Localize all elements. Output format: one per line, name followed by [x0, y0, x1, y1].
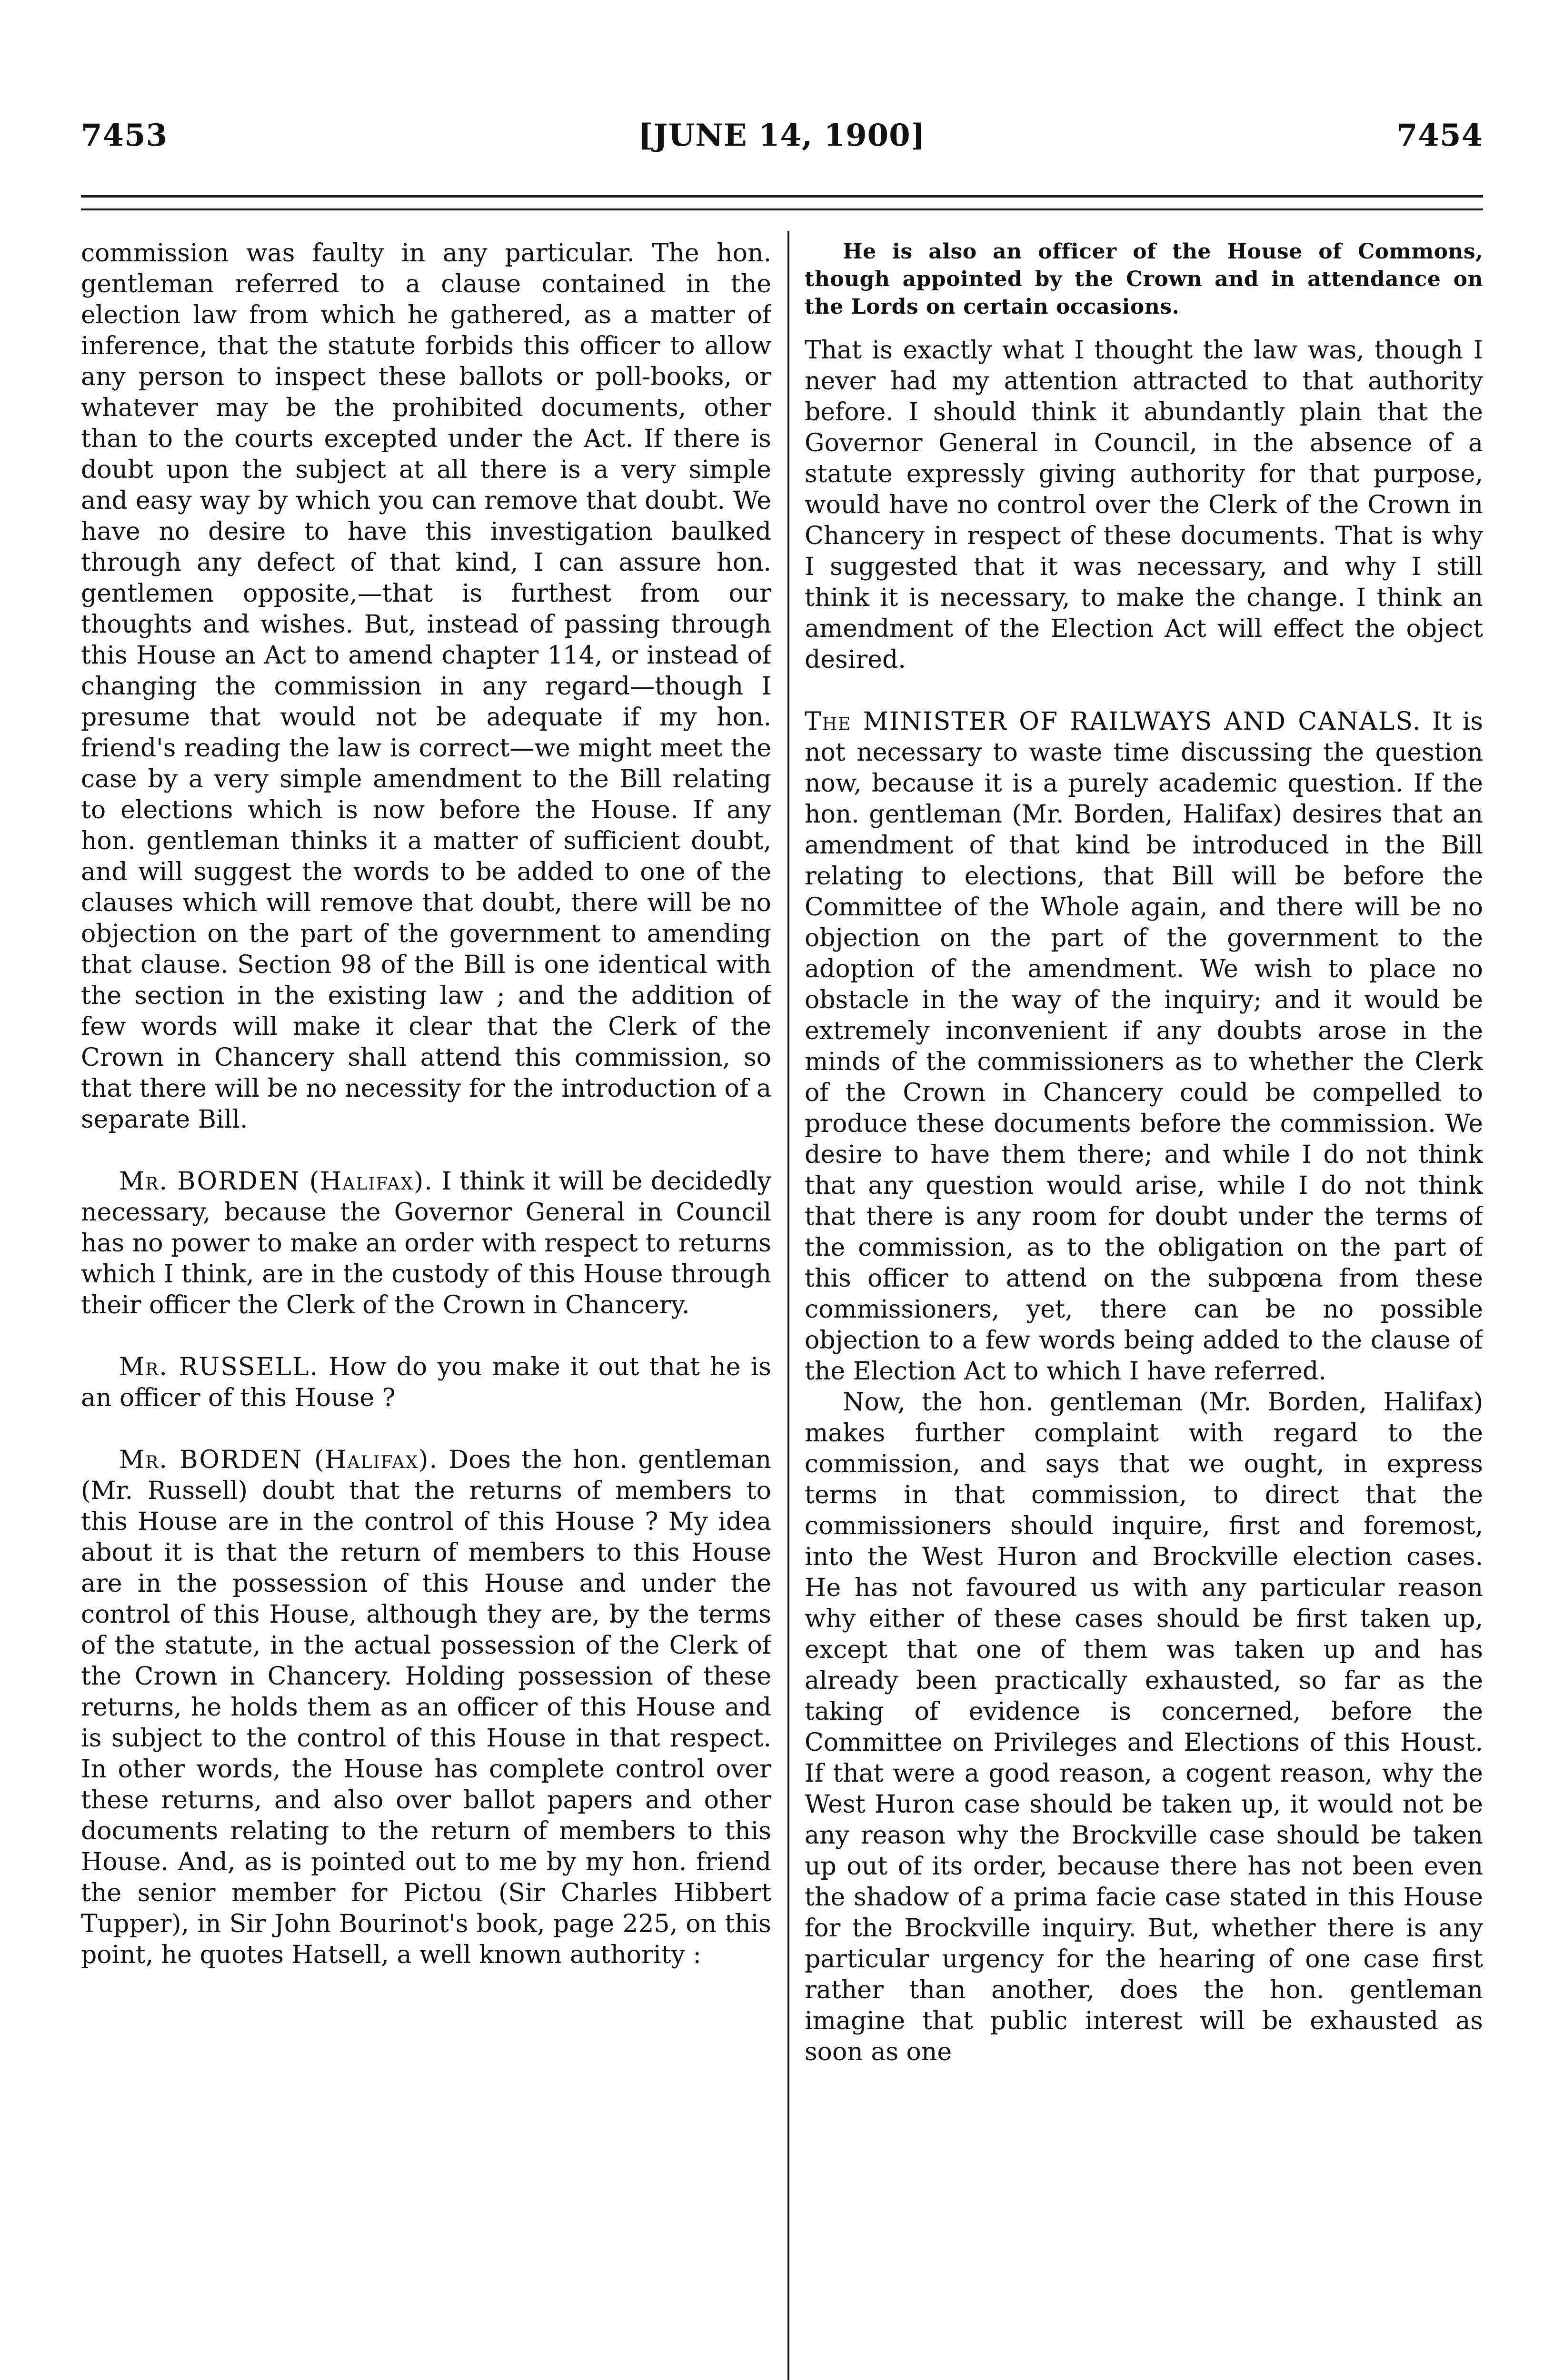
- left-paragraph-1: commission was faulty in any particular. The hon. gentleman referred to a clause contained in the election law from which he gathered, as a matter of inference, that the statute forbids this officer to allow any person to inspect these ballots or poll-books, or whatever may be the prohibited documents, other than to the courts excepted under the Act. If there is doubt upon the subject at all there is a very simple and easy way by which you can remove that doubt. We have no desire to have this investigation baulked through any defect of that kind, I can assure hon. gentlemen opposite,—that is furthest from our thoughts and wishes. But, instead of passing through this House an Act to amend chapter 114, or instead of changing the commission in any regard—though I presume that would not be adequate if my hon. friend's reading the law is correct—we might meet the case by a very simple amendment to the Bill relating to elections which is now before the House. If any hon. gentleman thinks it a matter of sufficient doubt, and will suggest the words to be added to one of the clauses which will remove that doubt, there will be no objection on the part of the government to amending that clause. Section 98 of the Bill is one identical with the section in the existing law ; and the addition of few words will make it clear that the Clerk of the Crown in Chancery shall attend this commission, so that there will be no necessity for the introduction of a separate Bill.: [81, 239, 771, 1134]
- speech-russell: How do you make it out that he is an officer of this House ?: [81, 1353, 771, 1412]
- left-paragraph-2: [81, 1166, 771, 1321]
- column-divider: [787, 231, 789, 2380]
- left-column: [81, 238, 771, 2380]
- right-column: [805, 238, 1483, 2380]
- right-paragraph-3: Now, the hon. gentleman (Mr. Borden, Halifax) makes further complaint with regard to the commission, and says that we ought, in express terms in that commission, to direct that the commissioners should inquire, first and foremost, into the West Huron and Brockville election cases. He has not favoured us with any particular reason why either of these cases should be first taken up, except that one of them was taken up and has already been practically exhausted, so far as the taking of evidence is concerned, before the Committee on Privileges and Elections of this Houst. If that were a good reason, a cogent reason, why the West Huron case should be taken up, it would not be any reason why the Brockville case should be taken up out of its order, because there has not been even the shadow of a prima facie case stated in this House for the Brockville inquiry. But, whether there is any particular urgency for the hearing of one case first rather than another, does the hon. gentleman imagine that public interest will be exhausted as soon as one: [805, 1388, 1483, 2066]
- header-date: [JUNE 14, 1900]: [638, 118, 926, 153]
- speaker-borden-1: Mr. BORDEN (Halifax).: [119, 1167, 433, 1196]
- speaker-russell: Mr. RUSSELL.: [119, 1353, 319, 1381]
- right-paragraph-2: [805, 706, 1483, 1387]
- speaker-minister-railways: The MINISTER OF RAILWAYS AND CANALS.: [805, 707, 1422, 736]
- header-rule-bottom: [81, 208, 1483, 210]
- speaker-borden-2: Mr. BORDEN (Halifax).: [119, 1446, 438, 1474]
- left-paragraph-4: [81, 1445, 771, 1971]
- left-page-number: 7453: [81, 118, 168, 153]
- page-header: [81, 109, 1483, 162]
- right-page-number: 7454: [1396, 118, 1483, 153]
- speech-borden-2: Does the hon. gentleman (Mr. Russell) doubt that the returns of members to this House are in the control of this House ? My idea about it is that the return of members to this House are in the possession of this House and under the control of this House, although they are, by the terms of the statute, in the actual possession of the Clerk of the Crown in Chancery. Holding possession of these returns, he holds them as an officer of this House and is subject to the control of this House in that respect. In other words, the House has complete control over these returns, and also over ballot papers and other documents relating to the return of members to this House. And, as is pointed out to me by my hon. friend the senior member for Pictou (Sir Charles Hibbert Tupper), in Sir John Bourinot's book, page 225, on this point, he quotes Hatsell, a well known authority :: [81, 1446, 771, 1969]
- right-paragraph-1: That is exactly what I thought the law was, though I never had my attention attracted to that authority before. I should think it abundantly plain that the Governor General in Council, in the absence of a statute expressly giving authority for that purpose, would have no control over the Clerk of the Crown in Chancery in respect of these documents. That is why I suggested that it was necessary, and why I still think it is necessary, to make the change. I think an amendment of the Election Act will effect the object desired.: [805, 336, 1483, 674]
- hatsell-quote: He is also an officer of the House of Commons, though appointed by the Crown and in attendance on the Lords on certain occasions.: [805, 239, 1483, 319]
- speech-minister-railways: It is not necessary to waste time discussing the question now, because it is a purely academic question. If the hon. gentleman (Mr. Borden, Halifax) desires that an amendment of that kind be introduced in the Bill relating to elections, that Bill will be before the Committee of the Whole again, and there will be no objection on the part of the government to the adoption of the amendment. We wish to place no obstacle in the way of the inquiry; and it would be extremely inconvenient if any doubts arose in the minds of the commissioners as to whether the Clerk of the Crown in Chancery could be compelled to produce these documents before the commission. We desire to have them there; and while I do not think that any question would arise, while I do not think that there is any room for doubt under the terms of the commission, as to the obligation on the part of this officer to attend on the subpœna from these commissioners, yet, there can be no possible objection to a few words being added to the clause of the Election Act to which I have referred.: [805, 707, 1483, 1386]
- speech-borden-1: I think it will be decidedly necessary, because the Governor General in Council has no power to make an order with respect to returns which I think, are in the custody of this House through their officer the Clerk of the Crown in Chancery.: [81, 1167, 771, 1319]
- left-paragraph-3: [81, 1352, 771, 1414]
- header-rule-top: [81, 195, 1483, 198]
